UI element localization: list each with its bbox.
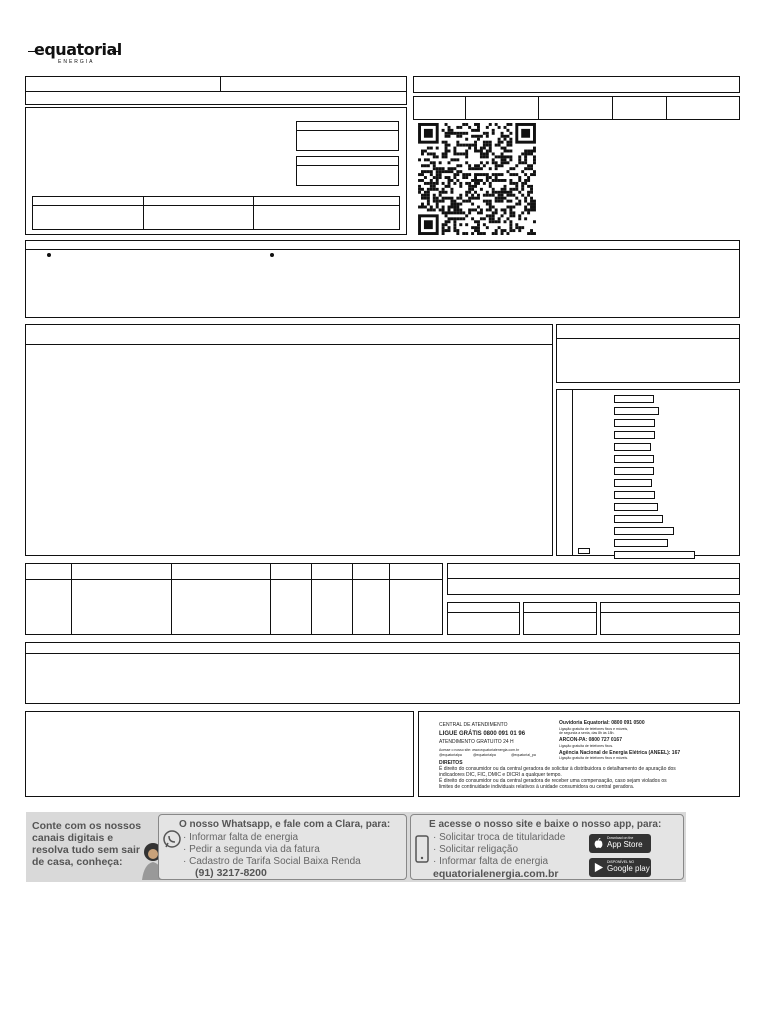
due-fields-box [413, 96, 740, 120]
summary-box [556, 324, 740, 383]
field-box-1 [296, 121, 399, 151]
contact-info-box [418, 711, 740, 797]
field-box-1-divider [296, 130, 399, 131]
tax-field-3 [600, 602, 740, 635]
measurement-col-3 [270, 563, 271, 635]
site-url[interactable]: equatorialenergia.com.br [433, 868, 559, 880]
tax-field-1 [447, 602, 520, 635]
reading-fields-split-1 [143, 196, 144, 230]
rights-line-1: É direito do consumidor ou da central geradora de solicitar à distribuidora o detalhamento de apuração dos [439, 766, 676, 772]
consumption-bar [614, 491, 655, 499]
tax-field-2-divider [523, 612, 597, 613]
aneel-note: Ligação gratuita de telefones fixos e móveis. [559, 756, 629, 760]
due-header-box [413, 76, 740, 93]
consumption-bar [614, 395, 654, 403]
payment-stub-box [25, 711, 414, 797]
consumption-bar [614, 503, 658, 511]
field-box-2-divider [296, 165, 399, 166]
consumption-bar [614, 527, 674, 535]
consumption-bar [614, 515, 663, 523]
notices-divider [25, 249, 740, 250]
rights-line-2: indicadores DIC, FIC, DMIC e DICRI a qualquer tempo. [439, 772, 562, 778]
logo-subtitle: ENERGIA [58, 59, 95, 65]
rights-line-3: É direito do consumidor ou da central geradora de receber uma compensação, caso sejam violados os [439, 778, 667, 784]
consumption-bar [614, 431, 655, 439]
site-app-panel [410, 814, 684, 880]
site-title: E acesse o nosso site e baixe o nosso app, para: [429, 819, 662, 830]
billing-items-box [25, 324, 553, 556]
apple-icon [593, 838, 604, 849]
chart-axis [572, 389, 573, 556]
tax-field-3-divider [600, 612, 740, 613]
whatsapp-phone[interactable]: (91) 3217-8200 [195, 867, 267, 879]
whatsapp-panel [158, 814, 407, 880]
current-month-marker [578, 548, 590, 554]
logo-dash-right [112, 51, 120, 52]
measurement-col-6 [389, 563, 390, 635]
central-site[interactable]: Acesse o nosso site: www.equatorialenergia.com.br [439, 748, 520, 752]
due-split-2 [538, 96, 539, 120]
consumption-bar [614, 479, 652, 487]
tax-field-2 [523, 602, 597, 635]
measurement-header-divider [25, 579, 443, 580]
social-2[interactable]: @equatorialpa [473, 753, 496, 757]
consumption-bar [614, 443, 651, 451]
qr-code[interactable] [418, 123, 536, 235]
bullet-dot [270, 253, 274, 257]
consumption-bar [614, 551, 695, 559]
ouvidoria-note-2: de segunda a sexta, das 8h às 18h. [559, 731, 615, 735]
measurement-col-4 [311, 563, 312, 635]
reading-fields-split-2 [253, 196, 254, 230]
aneel-title: Agência Nacional de Energia Elétrica (ANEEL): 167 [559, 750, 681, 756]
consumption-bar [614, 467, 654, 475]
rights-title: DIREITOS [439, 760, 463, 766]
digital-channels-banner [26, 812, 686, 882]
app-store-small: Download on the [607, 836, 634, 840]
notices-box [25, 240, 740, 318]
summary-divider [556, 338, 740, 339]
consumption-bar [614, 407, 659, 415]
measurement-col-2 [171, 563, 172, 635]
measurement-col-1 [71, 563, 72, 635]
whatsapp-item: · Pedir a segunda via da fatura [183, 844, 320, 855]
site-item: · Solicitar religação [433, 844, 519, 855]
google-play-label: Google play [607, 864, 650, 873]
consumption-bar [614, 455, 654, 463]
equatorial-logo [34, 40, 122, 70]
bullet-dot [47, 253, 51, 257]
reading-fields-divider [32, 205, 400, 206]
central-phone[interactable]: LIGUE GRÁTIS 0800 091 01 96 [439, 731, 526, 737]
consumption-bar [614, 539, 668, 547]
central-hours: ATENDIMENTO GRATUITO 24 H [439, 739, 514, 745]
whatsapp-title: O nosso Whatsapp, e fale com a Clara, para: [179, 819, 391, 830]
messages-box [25, 642, 740, 704]
billing-items-divider [25, 344, 553, 345]
logo-wordmark: equatorial [34, 40, 122, 59]
reading-fields-box [32, 196, 400, 230]
whatsapp-item: · Informar falta de energia [183, 832, 299, 843]
ouvidoria-note-1: Ligação gratuita de telefones fixos e móveis, [559, 727, 629, 731]
field-box-2 [296, 156, 399, 186]
whatsapp-item: · Cadastro de Tarifa Social Baixa Renda [183, 856, 361, 867]
tax-box-divider [447, 578, 740, 579]
site-item: · Informar falta de energia [433, 856, 549, 867]
due-split-4 [666, 96, 667, 120]
google-play-small: DISPONÍVEL NO [607, 860, 635, 864]
arcon-note: Ligação gratuita de telefones fixos. [559, 744, 614, 748]
central-title: CENTRAL DE ATENDIMENTO [439, 722, 508, 728]
ouvidoria-title: Ouvidoria Equatorial: 0800 091 0500 [559, 720, 645, 726]
app-store-label: App Store [607, 840, 643, 849]
arcon-title: ARCON-PA: 0800 727 0167 [559, 737, 622, 743]
site-item: · Solicitar troca de titularidade [433, 832, 566, 843]
tax-field-1-divider [447, 612, 520, 613]
tax-box [447, 563, 740, 595]
social-1[interactable]: @equatorialpa [439, 753, 462, 757]
rights-line-4: limites de continuidade individuais relativos à unidade consumidora ou central geradora. [439, 784, 635, 790]
google-play-badge[interactable] [589, 858, 651, 877]
social-3[interactable]: @equatorial_pa [511, 753, 536, 757]
due-split-1 [465, 96, 466, 120]
customer-header-split [220, 76, 221, 91]
google-play-icon [593, 862, 604, 873]
consumption-bar [614, 419, 655, 427]
measurement-table [25, 563, 443, 635]
smartphone-icon [414, 835, 430, 863]
measurement-col-5 [352, 563, 353, 635]
due-split-3 [612, 96, 613, 120]
customer-header-divider [25, 91, 407, 92]
app-store-badge[interactable] [589, 834, 651, 853]
messages-divider [25, 653, 740, 654]
banner-intro: Conte com os nossos canais digitais e resolva tudo sem sair de casa, conheça: [32, 820, 142, 868]
whatsapp-icon [162, 829, 182, 849]
